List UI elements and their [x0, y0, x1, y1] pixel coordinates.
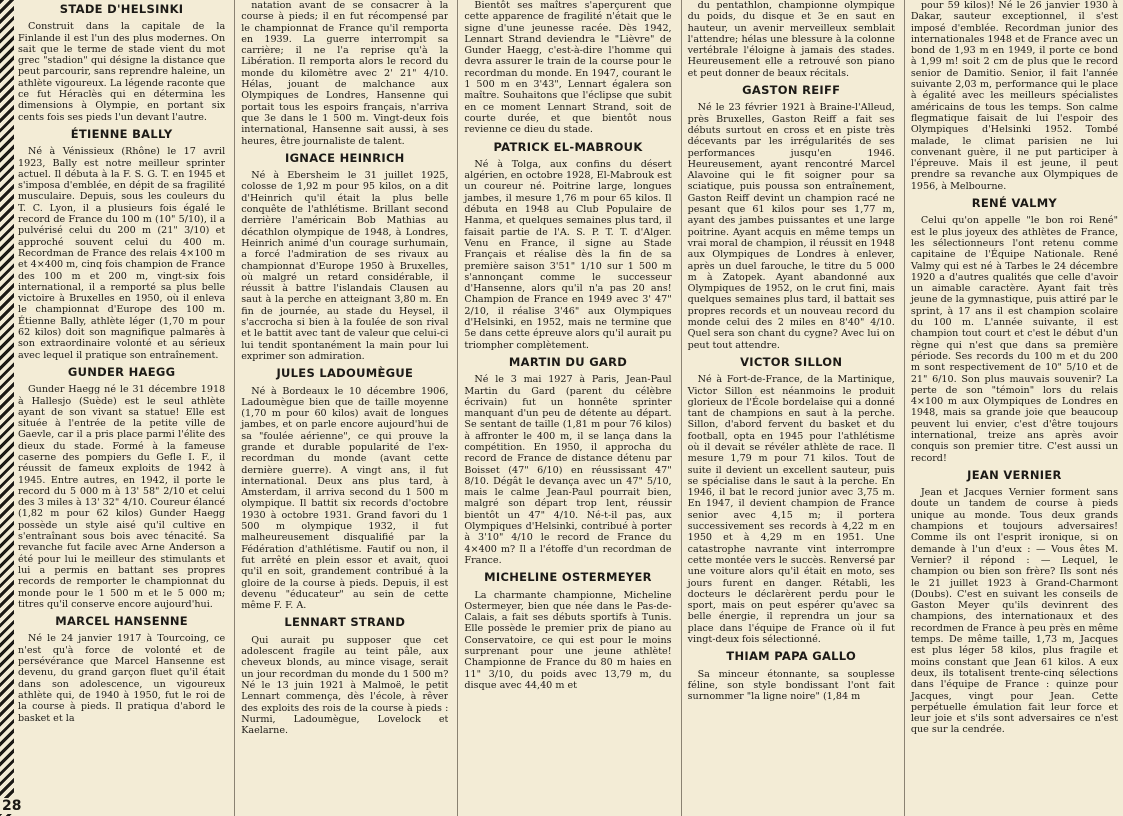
article-heading: MARTIN DU GARD	[508, 354, 628, 369]
article-heading: IGNACE HEINRICH	[284, 150, 405, 165]
article-body: Construit dans la capitale de la Finlande il est l'un des plus modernes. On sait que le terme de stade vient du mot grec "stadion" qui désigne la distance que peut parcourir, sans reprendre haleine, un athlète vigoureux. La légende raconte que ce fut Héraclès qui en détermina les dimensions à Olympie, en portant six cents fois ses pieds l'un devant l'autre.	[18, 21, 226, 123]
article	[18, 616, 225, 724]
article	[241, 617, 448, 736]
article-body: Né à Vénissieux (Rhône) le 17 avril 1923, Bally est notre meilleur sprinter actuel. Il débuta à la F. S. G. T. en 1945 et s'imposa d'emblée, en dépit de sa fragilité musculaire. Depuis, sous les couleurs du T. C. Lyon, il a plusieurs fois égalé le record de France du 100 m (10" 5/10), il a pulvérisé celui du 200 m (21" 3/10) et approché souvent celui du 400 m. Recordman de France des relais 4×100 m et 4×400 m, cinq fois champion de France des 100 m et 200 m, vingt-six fois international, il a remporté sa plus belle victoire à Bruxelles en 1950, où il enleva le championnat d'Europe des 100 m. Étienne Bally, athlète léger (1,70 m pour 62 kilos) doit son magnifique palmarès à son extraordinaire volonté et au sérieux avec lequel il pratique son entraînement.	[18, 146, 226, 361]
article-heading: LENNART STRAND	[284, 615, 406, 630]
decorative-border	[0, 0, 14, 816]
article	[911, 0, 1118, 192]
article-heading: JULES LADOUMÈGUE	[276, 366, 414, 381]
article-heading: MARCEL HANSENNE	[55, 614, 188, 629]
article	[241, 150, 449, 362]
article	[687, 354, 895, 646]
article-heading: GUNDER HAEGG	[67, 364, 176, 379]
article	[688, 0, 895, 79]
article	[910, 467, 1119, 736]
article-heading: MICHELINE OSTERMEYER	[484, 570, 652, 585]
article	[688, 85, 895, 351]
text-column	[904, 0, 1118, 816]
text-column	[18, 0, 225, 816]
page-number: 28	[0, 798, 32, 814]
text-column	[457, 0, 671, 816]
article-body: Né le 24 janvier 1917 à Tourcoing, ce n'est qu'à force de volonté et de persévérance que Marcel Hansenne est devenu, du grand garçon fluet qu'il était dans son adolescence, un vigoureux athlète qui, de 1940 à 1950, fut le roi de la course à pieds. Il pratiqua d'abord le basket et la	[18, 633, 226, 724]
article	[241, 0, 448, 147]
article-body: Celui qu'on appelle "le bon roi René" est le plus joyeux des athlètes de France, les sélectionneurs l'ont retenu comme capitaine de l'Équipe Nationale. René Valmy qui est né à Tarbes le 24 décembre 1920 a d'autres qualités que celle d'avoir un aimable caractère. Ayant fait très jeune de la gymnastique, puis attiré par le sprint, à 17 ans il est champion scolaire du 100 m. L'année suivante, il est champion tout court et c'est le début d'un règne qui n'est que dans sa première période. Ses records du 100 m et du 200 m sont respectivement de 10" 5/10 et de 21" 6/10. Son plus mauvais souvenir? La perte de son "témoin" lors du relais 4×100 m aux Olympiques de Londres en 1948, mais sa grande joie que beaucoup peuvent lui envier, c'est d'être toujours international, treize ans après avoir conquis son premier titre. C'est aussi un record!	[910, 215, 1119, 464]
article-body: Sa minceur étonnante, sa souplesse féline, son style bondissant l'ont fait surnommer "la ligne noire" (1,84 m	[687, 668, 895, 703]
magazine-page	[18, 0, 1118, 816]
article-body: Né le 23 février 1921 à Braine-l'Alleud, près Bruxelles, Gaston Reiff a fait ses débuts surtout en cross et en piste très décevants par les irrégularités de ses performances jusqu'en 1946. Heureusement, ayant rencontré Marcel Alavoine qui le fit soigner pour sa sciatique, puis poussa son entraînement, Gaston Reiff devint un champion racé ne pesant que 61 kilos pour ses 1,77 m, ayant des jambes puissantes et une large poitrine. Ayant acquis en même temps un vrai moral de champion, il réussit en 1948 aux Olympiques de Londres à enlever, après un duel farouche, le titre du 5 000 m à Zatopek. Ayant abandonné aux Olympiques de 1952, on le crut fini, mais quelques semaines plus tard, il battait ses propres records et un nouveau record du monde celui des 2 miles en 8'40" 4/10. Quel sera son chant du cygne? Avec lui on peut tout attendre.	[687, 102, 895, 351]
text-column	[234, 0, 448, 816]
article-body: Jean et Jacques Vernier forment sans doute un tandem de course à pieds unique au monde. Tous deux grands champions et toujours adversaires! Comme ils ont l'esprit ironique, si on demande à l'un d'eux : — Vous êtes M. Vernier? il répond : — Lequel, le champion ou bien son frère? Ils sont nés le 21 juillet 1923 à Grand-Charmont (Doubs). C'est en suivant les conseils de Gaston Meyer qu'ils devinrent des champions, des internationaux et des recordmen de France à peu près en même temps. De même taille, 1,73 m, Jacques est plus léger 58 kilos, plus fragile et moins constant que Jean 61 kilos. A eux deux, ils totalisent trente-cinq sélections dans l'équipe de France : quinze pour Jacques, vingt pour Jean. Cette perpétuelle émulation fait leur force et leur joie et s'ils sont adversaires ce n'est que sur la cendrée.	[910, 487, 1119, 736]
article-body: pour 59 kilos)! Né le 26 janvier 1930 à Dakar, sauteur exceptionnel, il s'est imposé d'emblée. Recordman junior des internationales 1948 et de France avec un bond de 1,93 m en 1949, il porte ce bond à 1,99 m! soit 2 cm de plus que le record senior de Damitio. Senior, il fait l'année suivante 2,03 m, performance qui le place à égalité avec les meilleurs spécialistes américains de tous les temps. Son calme flegmatique faisait de lui l'espoir des Olympiques d'Helsinki 1952. Tombé malade, le climat parisien ne lui convenant guère, il ne put participer à l'épreuve. Mais il est jeune, il peut prendre sa revanche aux Olympiques de 1956, à Melbourne.	[910, 0, 1119, 192]
article	[464, 0, 671, 136]
article-heading: JEAN VERNIER	[967, 467, 1062, 482]
article	[464, 354, 672, 566]
article	[688, 651, 895, 702]
text-column	[681, 0, 895, 816]
article-body: Né à Fort-de-France, de la Martinique, Victor Sillon est néanmoins le produit glorieux de l'École bordelaise qui a donné tant de champions en saut à la perche. Sillon, d'abord fervent du basket et du football, opta en 1945 pour l'athlétisme où il devait se révéler athlète de race. Il mesure 1,79 m pour 71 kilos. Tout de suite il devient un excellent sauteur, puis se spécialise dans le saut à la perche. En 1946, il bat le record junior avec 3,75 m. En 1947, il devient champion de France senior avec 4,15 m; il portera successivement ses records à 4,22 m en 1950 et à 4,29 m en 1951. Une catastrophe navrante vint interrompre cette montée vers le succès. Renversé par une voiture alors qu'il était en moto, ses jours furent en danger. Rétabli, les docteurs le déclarèrent perdu pour le sport, mais on peut espérer qu'avec sa belle énergie, il reprendra un jour sa place dans l'équipe de France où il fut vingt-deux fois sélectionné.	[687, 374, 895, 646]
article-body: du pentathlon, championne olympique du poids, du disque et 3e en saut en hauteur, un avenir merveilleux semblait l'attendre; hélas une blessure à la colonne vertébrale l'éloigne à jamais des stades. Heureusement elle a retrouvé son piano et peut donner de beaux récitals.	[687, 0, 895, 79]
article-heading: RENÉ VALMY	[971, 196, 1058, 211]
article	[464, 139, 672, 351]
article-body: natation avant de se consacrer à la course à pieds; il en fut récompensé par le championnat de France qu'il remporta en 1939. La guerre interrompit sa carrière; il ne l'a reprise qu'à la Libération. Il remporta alors le record du monde du kilomètre avec 2' 21" 4/10. Hélas, jouant de malchance aux Olympiques de Londres, Hansenne qui portait tous les espoirs français, n'arriva que 3e dans le 1 500 m. Vingt-deux fois international, Hansenne sait aussi, à ses heures, être journaliste de talent.	[241, 0, 449, 147]
article	[18, 4, 225, 123]
article-heading: STADE D'HELSINKI	[59, 2, 184, 16]
article-body: Qui aurait pu supposer que cet adolescent fragile au teint pâle, aux cheveux blonds, au mince visage, serait un jour recordman du monde du 1 500 m? Né le 13 juin 1921 à Malmoë, le petit Lennart commença, dès l'école, à rêver des exploits des rois de la course à pieds : Nurmi, Ladoumègue, Lovelock et Kaelarne.	[241, 634, 449, 737]
article-body: Né le 3 mai 1927 à Paris, Jean-Paul Martin du Gard (parent du célèbre écrivain) fut un honnête sprinter manquant d'un peu de détente au départ. Se sentant de taille (1,81 m pour 76 kilos) à affronter le 400 m, il se lança dans la compétition. En 1950, il approcha du record de France de distance détenu par Boisset (47" 6/10) en réussissant 47" 8/10. Dégât le devança avec un 47" 5/10, mais le calme Jean-Paul pourrait bien, malgré son départ trop lent, réussir bientôt un 47" 4/10. Né-t-il pas, aux Olympiques d'Helsinki, contribué à porter à 3'10" 4/10 le record de France du 4×400 m? Il a l'étoffe d'un recordman de France.	[464, 374, 672, 566]
article	[18, 126, 226, 361]
article-heading: GASTON REIFF	[742, 83, 841, 98]
article-heading: THIAM PAPA GALLO	[726, 649, 857, 664]
article	[241, 368, 448, 611]
article-heading: PATRICK EL-MABROUK	[493, 139, 643, 154]
article-body: La charmante championne, Micheline Ostermeyer, bien que née dans le Pas-de-Calais, a fait ses débuts sportifs à Tunis. Elle possède le premier prix de piano au Conservatoire, ce qui est pour le moins surprenant pour une jeune athlète! Championne de France du 80 m haies en 11" 3/10, du poids avec 13,79 m, du disque avec 44,40 m et	[464, 589, 672, 691]
article-heading: VICTOR SILLON	[740, 354, 843, 369]
article	[911, 198, 1118, 464]
article-body: Né à Tolga, aux confins du désert algérien, en octobre 1928, El-Mabrouk est un coureur né. Poitrine large, longues jambes, il mesure 1,76 m pour 65 kilos. Il débuta en 1948 au Club Populaire de Hanma, et quelques semaines plus tard, il faisait partie de l'A. S. P. T. T. d'Alger. Venu en France, il signe au Stade Français et réalise dès la fin de sa première saison 3'51" 1/10 sur 1 500 m s'annonçant comme le successeur d'Hansenne, alors qu'il n'a pas 20 ans! Champion de France en 1949 avec 3' 47" 2/10, il réalise 3'46" aux Olympiques d'Helsinki, en 1952, mais ne termine que 5e dans cette épreuve alors qu'il aurait pu triompher complètement.	[464, 158, 672, 351]
article	[18, 364, 226, 610]
article-body: Gunder Haegg né le 31 décembre 1918 à Hallesjo (Suède) est le seul athlète ayant de son vivant sa statue! Elle est située à l'entrée de la petite ville de Gaevle, car il a pris place parmi l'élite des dieux du stade. Formé à la fameuse caserne des pompiers du Gefle I. F., il réussit de fameux exploits de 1942 à 1945. Entre autres, en 1942, il porte le record du 5 000 m à 13' 58" 2/10 et celui des 3 miles à 13' 32" 4/10. Coureur élancé (1,82 m pour 62 kilos) Gunder Haegg possède un style aisé qu'il cultive en s'entraînant sous bois avec ténacité. Sa revanche fut facile avec Arne Anderson a été pour lui le meilleur des stimulants et lui a permis en battant ses propres records de remporter le championnat du monde pour le 1 500 m et le 5 000 m; titres qu'il conserve encore aujourd'hui.	[18, 384, 226, 610]
article-heading: ÉTIENNE BALLY	[70, 126, 173, 141]
article-body: Bientôt ses maîtres s'aperçurent que cette apparence de fragilité n'était que le signe d'une jeunesse racée. Dès 1942, Lennart Strand deviendra le "Lièvre" de Gunder Haegg, c'est-à-dire l'homme qui devra assurer le train de la course pour le recordman du monde. En 1947, courant le 1 500 m en 3'43", Lennart égalera son maître. Souhaitons que l'éclipse que subit en ce moment Lennart Strand, soit de courte durée, et que bientôt nous revienne ce dieu du stade.	[464, 0, 672, 136]
article-body: Né à Bordeaux le 10 décembre 1906, Ladoumègue bien que de taille moyenne (1,70 m pour 60 kilos) avait de longues jambes, et on parle encore aujourd'hui de sa "foulée aérienne", ce qui prouve la grande et durable popularité de l'ex-recordman du monde (avant cette dernière guerre). A vingt ans, il fut international. Deux ans plus tard, à Amsterdam, il arriva second du 1 500 m olympique. Il battit six records d'octobre 1930 à octobre 1931. Grand favori du 1 500 m olympique 1932, il fut malheureusement disqualifié par la Fédération d'athlétisme. Fautif ou non, il fut arrêté en plein essor et avait, quoi qu'il en soit, grandement contribué à la gloire de la course à pieds. Depuis, il est devenu "éducateur" au sein de cette même F. F. A.	[241, 385, 449, 612]
article-body: Né à Ebersheim le 31 juillet 1925, colosse de 1,92 m pour 95 kilos, on a dit d'Heinrich qu'il était la plus belle conquête de l'athlétisme. Brillant second derrière l'américain Bob Mathias au décathlon olympique de 1948, à Londres, Heinrich animé d'un courage surhumain, a forcé l'admiration de ses rivaux au championnat d'Europe 1950 à Bruxelles, où malgré un retard considérable, il réussit à battre l'islandais Clausen au saut à la perche en atteignant 3,80 m. En fin de journée, au stade du Heysel, il s'accrocha si bien à la foulée de son rival et le battit avec tant de valeur que celui-ci lui tendit spontanément la main pour lui exprimer son admiration.	[241, 170, 449, 362]
article	[464, 572, 671, 691]
